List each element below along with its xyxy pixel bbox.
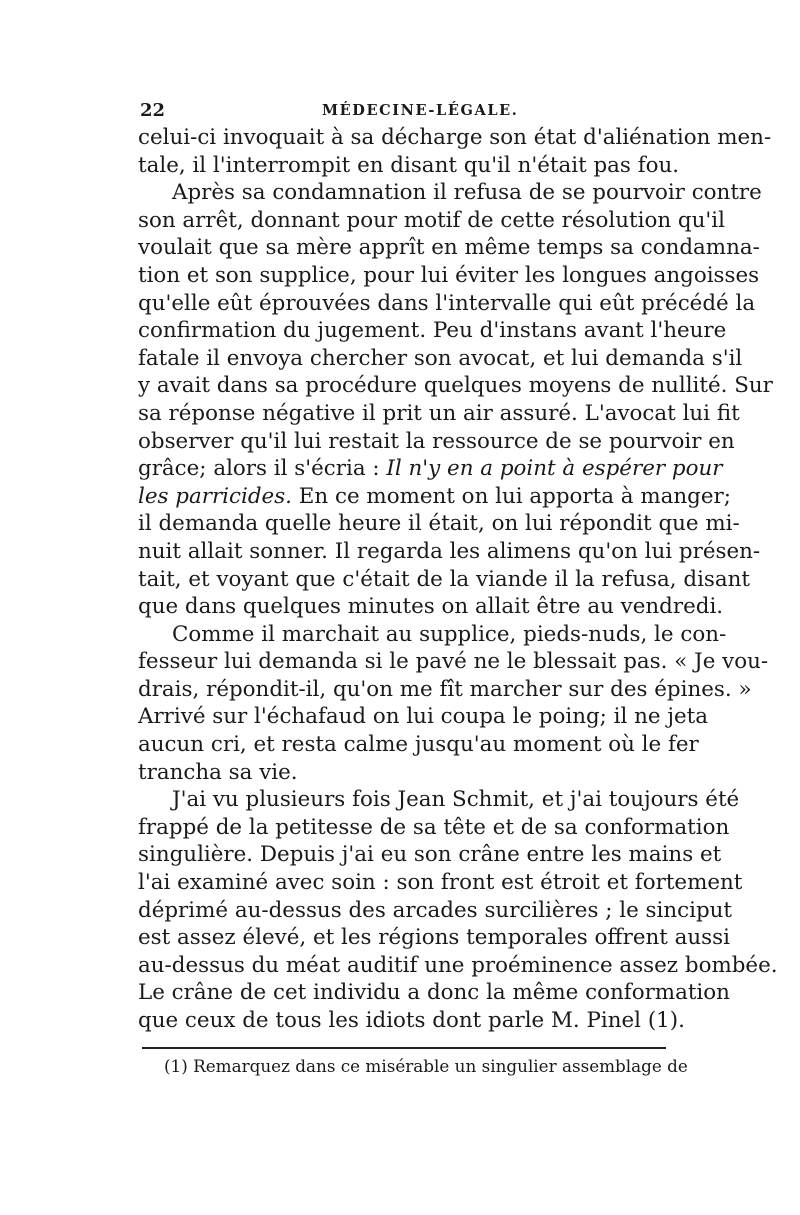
text-line: fesseur lui demanda si le pavé ne le blessait pas. « Je vou-	[138, 649, 769, 675]
text-line: est assez élevé, et les régions temporales offrent aussi	[138, 925, 730, 951]
text-line	[138, 455, 723, 483]
page-header	[138, 96, 668, 124]
text-line: il demanda quelle heure il était, on lui répondit que mi-	[138, 511, 740, 537]
text-line: Arrivé sur l'échafaud on lui coupa le poing; il ne jeta	[138, 704, 709, 730]
page-number: 22	[140, 100, 166, 121]
text-line: aucun cri, et resta calme jusqu'au moment où le fer	[138, 732, 699, 758]
paragraph	[138, 621, 769, 787]
text-line: qu'elle eût éprouvées dans l'intervalle qui eût précédé la	[138, 290, 756, 316]
quoted-exclamation-end: les parricides.	[138, 483, 292, 509]
paragraph	[138, 786, 778, 1034]
text-line: au-dessus du méat auditif une proéminence assez bombée.	[138, 952, 778, 978]
text-line: sa réponse négative il prit un air assuré. L'avocat lui fit	[138, 400, 740, 426]
text-line: tait, et voyant que c'était de la viande il la refusa, disant	[138, 566, 751, 592]
text-line: nuit allait sonner. Il regarda les alimens qu'on lui présen-	[138, 538, 761, 564]
text-line: observer qu'il lui restait la ressource de se pourvoir en	[138, 428, 735, 454]
text-line: tion et son supplice, pour lui éviter les longues angoisses	[138, 262, 760, 288]
paragraph	[138, 124, 772, 179]
text-line: que ceux de tous les idiots dont parle M. Pinel (1).	[138, 1008, 685, 1033]
paragraph	[138, 179, 773, 621]
text-line: confirmation du jugement. Peu d'instans avant l'heure	[138, 318, 727, 344]
text-line: voulait que sa mère apprît en même temps sa condamna-	[138, 235, 760, 261]
text-line: l'ai examiné avec soin : son front est étroit et fortement	[138, 870, 743, 896]
text-line: celui-ci invoquait à sa décharge son état d'aliénation men-	[138, 125, 772, 150]
text-line: son arrêt, donnant pour motif de cette résolution qu'il	[138, 207, 725, 233]
text-line	[138, 483, 731, 511]
text-line: tale, il l'interrompit en disant qu'il n'était pas fou.	[138, 152, 680, 178]
text-line: singulière. Depuis j'ai eu son crâne entre les mains et	[138, 842, 722, 868]
text-line: déprimé au-dessus des arcades surcilières ; le sinciput	[138, 897, 733, 923]
text-run: grâce; alors il s'écria :	[138, 456, 380, 482]
text-line: J'ai vu plusieurs fois Jean Schmit, et j'ai toujours été	[172, 787, 740, 813]
quoted-exclamation: Il n'y en a point à espérer pour	[386, 456, 723, 482]
text-line: y avait dans sa procédure quelques moyens de nullité. Sur	[138, 373, 773, 399]
footnote: (1) Remarquez dans ce misérable un singulier assemblage de	[164, 1055, 688, 1076]
text-line: Après sa condamnation il refusa de se pourvoir contre	[172, 180, 762, 206]
text-run: En ce moment on lui apporta à manger;	[298, 483, 731, 509]
text-line: Comme il marchait au supplice, pieds-nuds, le con-	[172, 621, 727, 647]
footnote-divider	[142, 1047, 666, 1049]
text-line: Le crâne de cet individu a donc la même conformation	[138, 980, 730, 1006]
text-line: fatale il envoya chercher son avocat, et lui demanda s'il	[138, 345, 743, 371]
body-text	[138, 124, 778, 1035]
text-line: drais, répondit-il, qu'on me fît marcher sur des épines. »	[138, 676, 752, 702]
running-head: MÉDECINE-LÉGALE.	[322, 102, 519, 119]
book-page	[138, 96, 778, 1076]
text-line: frappé de la petitesse de sa tête et de sa conformation	[138, 814, 730, 840]
text-line: trancha sa vie.	[138, 759, 298, 785]
text-line: que dans quelques minutes on allait être au vendredi.	[138, 594, 724, 620]
